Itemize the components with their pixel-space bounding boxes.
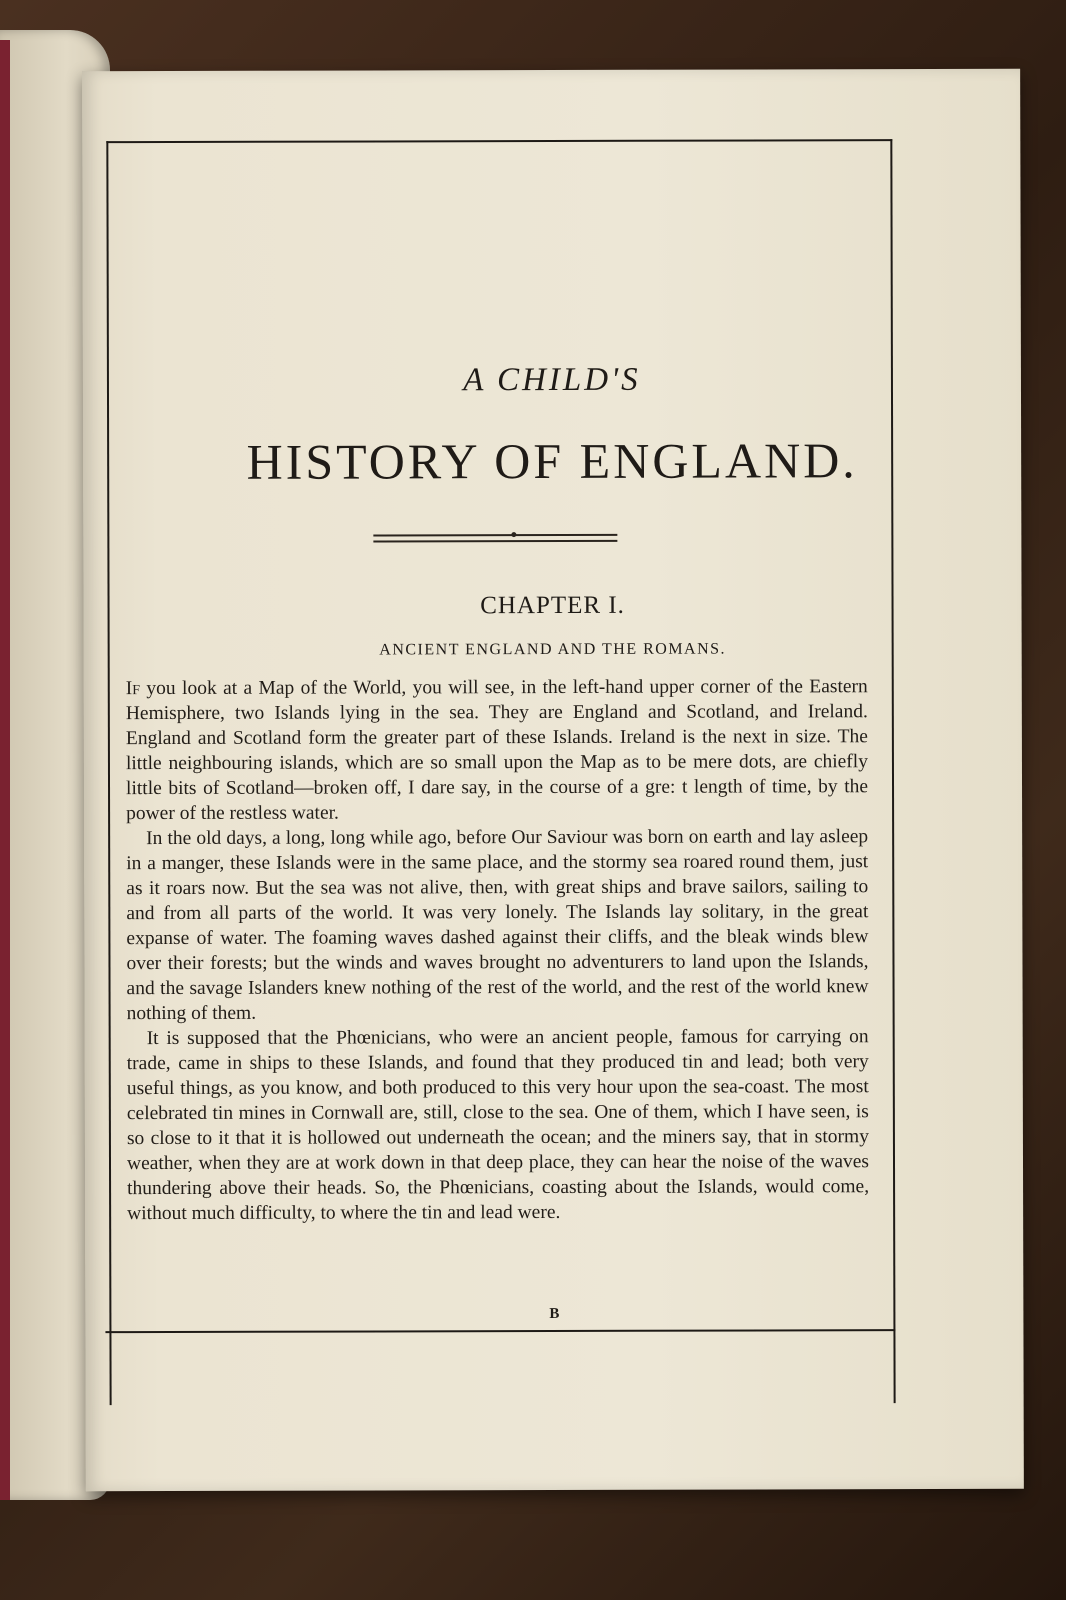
book-title: HISTORY OF ENGLAND. <box>246 432 858 490</box>
paragraph-2: In the old days, a long, long while ago, before Our Saviour was born on earth and lay asleep in a manger, these Islands were in the same place, and the stormy sea roared round them, just as it roars now. But the sea was not alive, then, with great ships and brave sailors, sailing to and from all parts of the world. It was very lonely. The Islands lay solitary, in the great expanse of water. The foaming waves dashed against their cliffs, and the bleak winds blew over their forests; but the winds and waves brought no adventurers to land upon the Islands, and the savage Islanders knew nothing of the rest of the world, and the rest of the world knew nothing of them. <box>126 826 869 1025</box>
drop-word: If <box>125 678 141 700</box>
title-ornament-rule <box>373 532 617 545</box>
book-page <box>82 69 1024 1491</box>
book-binding <box>0 40 10 1500</box>
chapter-body <box>126 674 869 1226</box>
chapter-heading: CHAPTER I. <box>480 591 625 620</box>
chapter-subtitle: ANCIENT ENGLAND AND THE ROMANS. <box>379 640 727 659</box>
paragraph-text: you look at a Map of the World, you will see, in the left-hand upper corner of the Eastern Hemisphere, two Islands lying in the sea. They are England and Scotland, and Ireland. England and Scotland form the greater part of these Islands. Ireland is the next in size. The little neighbouring islands, which are so small upon the Map as to be mere dots, are chiefly little bits of Scotland—broken off, I dare say, in the course of a gre: t length of time, by the power of the restless water. <box>125 676 869 825</box>
paragraph-3: It is supposed that the Phœnicians, who were an ancient people, famous for carrying on trade, came in ships to these Islands, and found that they produced tin and lead; both very useful things, as you know, and both produced to this very hour upon the sea-coast. The most celebrated tin mines in Cornwall are, still, close to the sea. One of them, which I have seen, is so close to it that it is hollowed out underneath the ocean; and the miners say, that in stormy weather, when they are at work down in that deep place, they can hear the noise of the waves thundering above their heads. So, the Phœnicians, coasting about the Islands, would come, without much difficulty, to where the tin and lead were. <box>126 1026 870 1225</box>
book-subtitle: A CHILD'S <box>463 361 641 399</box>
signature-mark: B <box>549 1305 560 1323</box>
paragraph-1 <box>126 674 868 826</box>
